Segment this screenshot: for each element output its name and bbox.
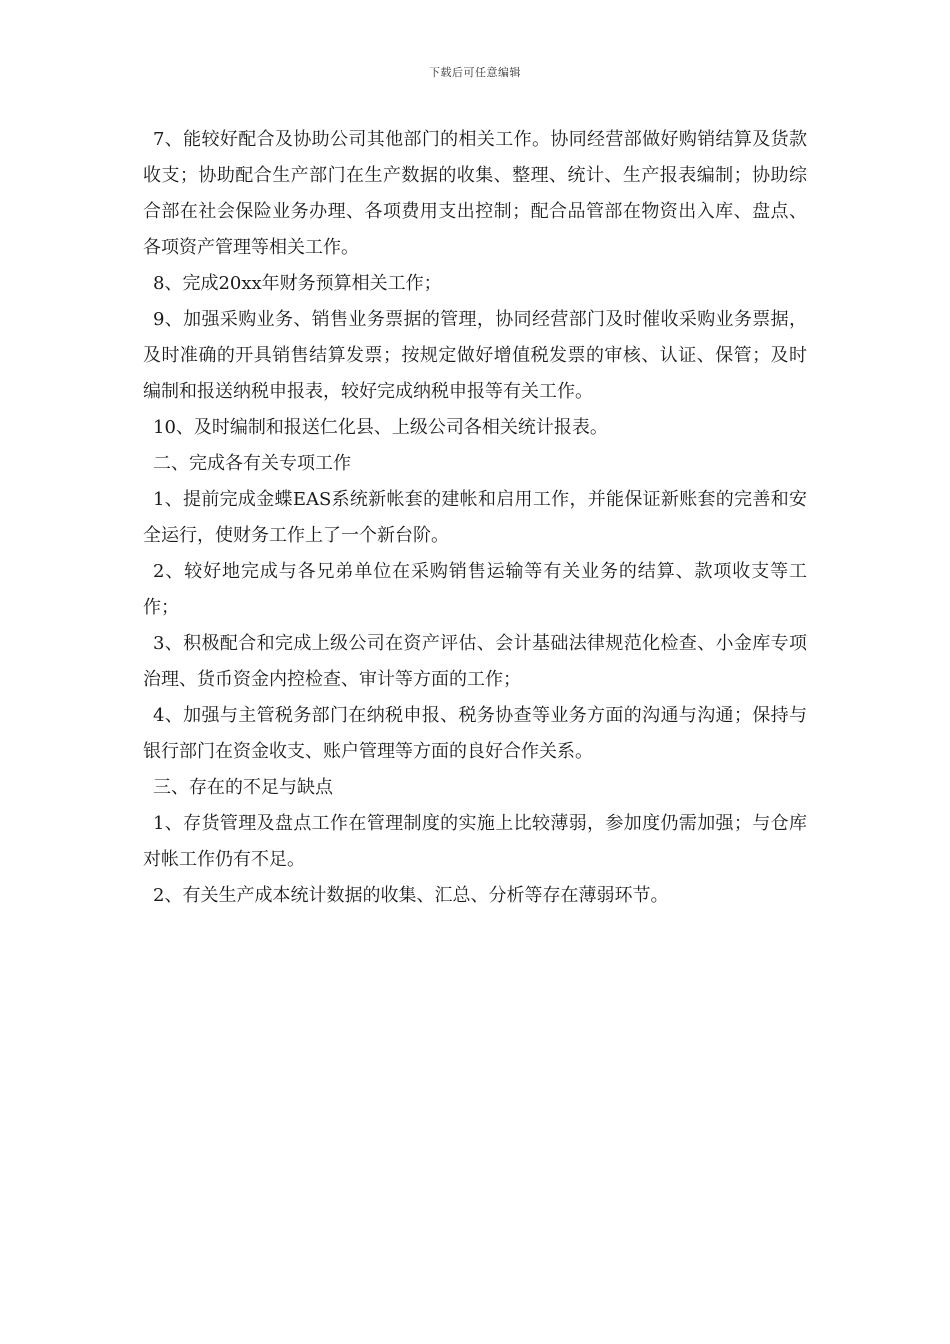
paragraph-s3-2-cost: 2、有关生产成本统计数据的收集、汇总、分析等存在薄弱环节。	[153, 885, 669, 906]
paragraph-s3-1-inventory: 1、存货管理及盘点工作在管理制度的实施上比较薄弱，参加度仍需加强；与仓库对帐工作仍有不足。	[143, 813, 807, 870]
document-body	[143, 122, 807, 914]
paragraph-10-reports: 10、及时编制和报送仁化县、上级公司各相关统计报表。	[153, 417, 608, 438]
section-heading-2: 二、完成各有关专项工作	[153, 453, 351, 474]
paragraph-7-cooperation: 7、能较好配合及协助公司其他部门的相关工作。协同经营部做好购销结算及货款收支；协助配合生产部门在生产数据的收集、整理、统计、生产报表编制；协助综合部在社会保险业务办理、各项费用支出控制；配合品管部在物资出入库、盘点、各项资产管理等相关工作。	[143, 129, 807, 258]
paragraph-s2-2-settlement: 2、较好地完成与各兄弟单位在采购销售运输等有关业务的结算、款项收支等工作；	[143, 561, 807, 618]
paragraph-s2-1-eas: 1、提前完成金蝶EAS系统新帐套的建帐和启用工作，并能保证新账套的完善和安全运行，使财务工作上了一个新台阶。	[143, 489, 807, 546]
paragraph-s2-3-audit: 3、积极配合和完成上级公司在资产评估、会计基础法律规范化检查、小金库专项治理、货币资金内控检查、审计等方面的工作；	[143, 633, 807, 690]
paragraph-8-budget: 8、完成20xx年财务预算相关工作；	[153, 273, 442, 294]
section-heading-3: 三、存在的不足与缺点	[153, 777, 333, 798]
page-header: 下载后可任意编辑	[429, 66, 521, 79]
paragraph-s2-4-tax: 4、加强与主管税务部门在纳税申报、税务协查等业务方面的沟通与沟通；保持与银行部门在资金收支、账户管理等方面的良好合作关系。	[143, 705, 807, 762]
paragraph-9-invoices: 9、加强采购业务、销售业务票据的管理，协同经营部门及时催收采购业务票据，及时准确的开具销售结算发票；按规定做好增值税发票的审核、认证、保管；及时编制和报送纳税申报表，较好完成纳税申报等有关工作。	[143, 309, 807, 402]
